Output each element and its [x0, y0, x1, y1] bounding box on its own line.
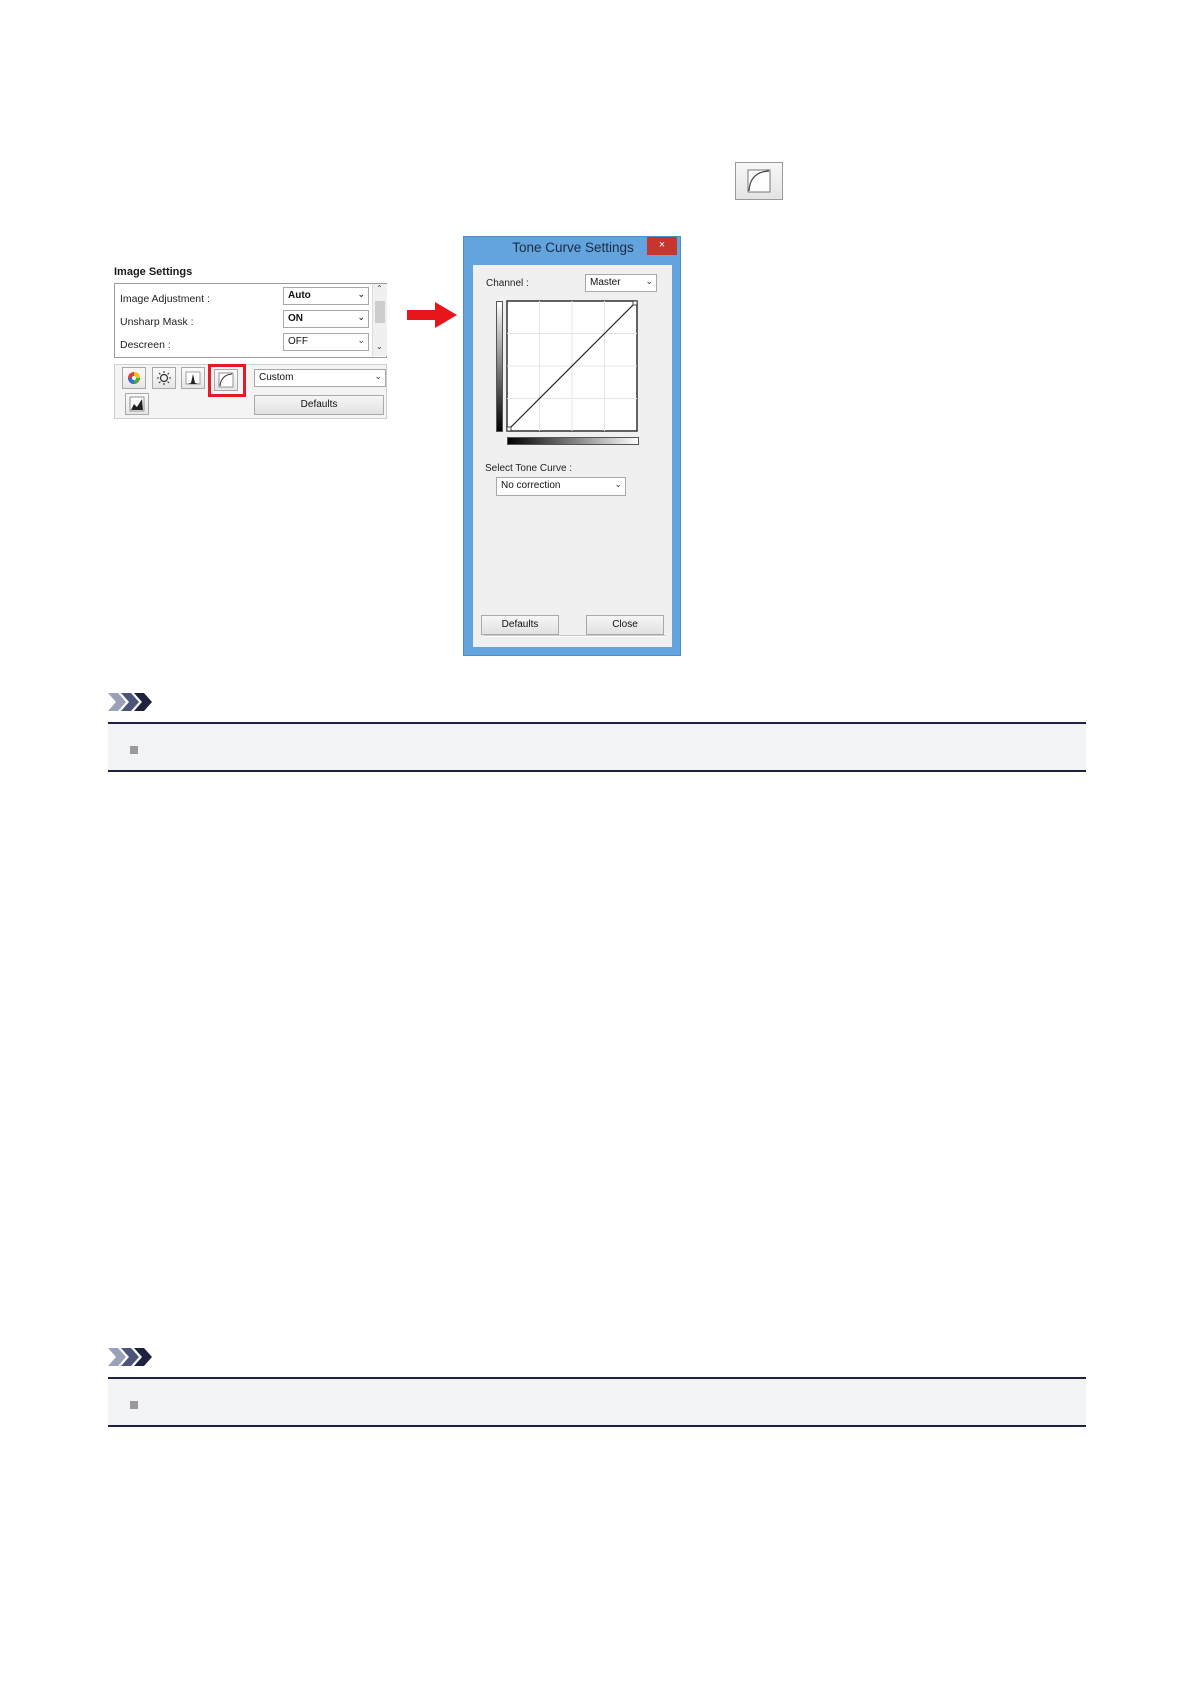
scroll-up-icon[interactable]: ⌃ [376, 284, 383, 293]
bullet [130, 746, 138, 754]
brightness-contrast-icon [153, 368, 175, 388]
note-box [108, 722, 1086, 772]
chevron-down-icon: ⌄ [374, 371, 382, 381]
tone-curve-client-area [473, 265, 672, 647]
chevron-down-icon: ⌄ [645, 276, 653, 286]
red-arrow-icon [407, 302, 457, 328]
note-icon [108, 1346, 158, 1368]
separator [484, 635, 666, 637]
image-adjustment-select[interactable]: Auto ⌄ [283, 287, 369, 305]
tone-curve-graph[interactable] [506, 300, 640, 434]
curve-point-end[interactable] [633, 301, 637, 305]
saturation-color-balance-button[interactable] [122, 367, 146, 389]
scroll-thumb[interactable] [375, 301, 385, 323]
tone-curve-icon [736, 163, 782, 199]
chevron-down-icon: ⌄ [357, 289, 365, 299]
descreen-label: Descreen : [120, 339, 171, 351]
output-gradient-bar [496, 301, 503, 432]
tone-curve-highlight [208, 364, 246, 397]
settings-scrollbar[interactable] [372, 284, 387, 356]
input-gradient-bar [507, 437, 639, 445]
preset-select[interactable]: Custom ⌄ [254, 369, 386, 387]
tone-curve-select[interactable]: No correction ⌄ [496, 477, 626, 496]
select-tone-curve-label: Select Tone Curve : [485, 463, 573, 474]
tone-curve-settings-window [463, 236, 681, 656]
unsharp-mask-label: Unsharp Mask : [120, 316, 194, 328]
histogram-icon [182, 368, 204, 388]
note-icon [108, 691, 158, 713]
chevron-down-icon: ⌄ [614, 479, 622, 489]
chevron-down-icon: ⌄ [357, 335, 365, 345]
descreen-select[interactable]: OFF ⌄ [283, 333, 369, 351]
tone-curve-button[interactable] [735, 162, 783, 200]
bullet [130, 1401, 138, 1409]
final-review-button[interactable] [125, 393, 149, 415]
image-settings-defaults-button[interactable]: Defaults [254, 395, 384, 415]
curve-point-start[interactable] [507, 427, 511, 431]
channel-select[interactable]: Master ⌄ [585, 274, 657, 292]
histogram-button[interactable] [181, 367, 205, 389]
image-settings-title: Image Settings [114, 266, 193, 278]
final-review-icon [126, 394, 148, 414]
image-adjustment-label: Image Adjustment : [120, 293, 210, 305]
note-box [108, 1377, 1086, 1427]
scroll-down-icon[interactable]: ⌄ [376, 342, 383, 351]
brightness-contrast-button[interactable] [152, 367, 176, 389]
unsharp-mask-select[interactable]: ON ⌄ [283, 310, 369, 328]
tone-curve-close-button[interactable]: Close [586, 615, 664, 635]
window-close-button[interactable]: × [647, 237, 677, 255]
window-title: Tone Curve Settings [512, 240, 634, 255]
saturation-color-balance-icon [123, 368, 145, 388]
channel-label: Channel : [486, 278, 529, 289]
chevron-down-icon: ⌄ [357, 312, 365, 322]
tone-curve-defaults-button[interactable]: Defaults [481, 615, 559, 635]
